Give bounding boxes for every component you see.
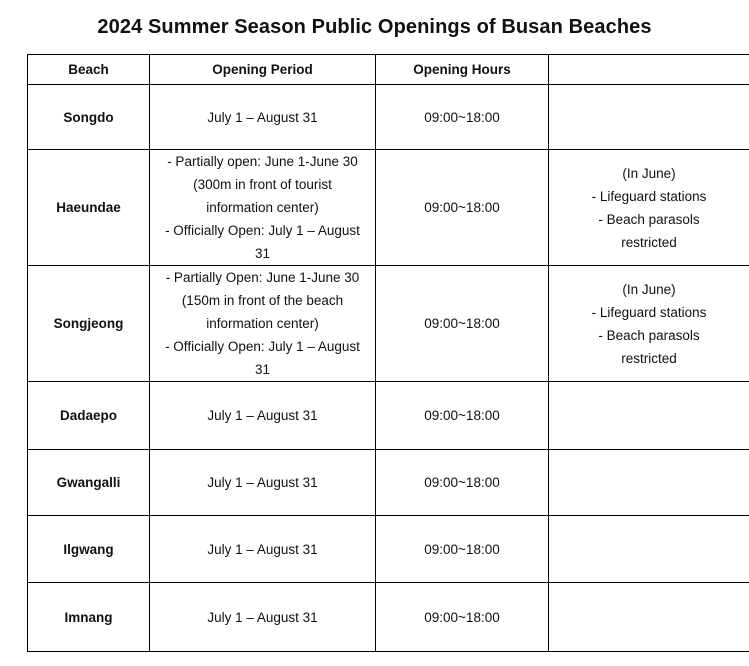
- beach-name: Songjeong: [28, 266, 150, 382]
- opening-hours: 09:00~18:00: [376, 583, 549, 652]
- notes-line: restricted: [621, 234, 677, 250]
- opening-period-line: - Partially open: June 1-June 30: [167, 154, 358, 169]
- table-row: [28, 583, 749, 652]
- opening-hours: 09:00~18:00: [376, 150, 549, 266]
- opening-period-line: - Officially Open: July 1 – August: [165, 339, 360, 354]
- notes-line: - Lifeguard stations: [591, 304, 707, 320]
- header-beach: Beach: [28, 55, 150, 85]
- opening-hours: 09:00~18:00: [376, 266, 549, 382]
- table-row: [28, 516, 749, 583]
- table-row: [28, 266, 749, 382]
- opening-period-line: July 1 – August 31: [207, 541, 318, 557]
- notes: [549, 150, 749, 266]
- notes: [549, 516, 749, 583]
- opening-period-line: July 1 – August 31: [207, 475, 318, 490]
- notes-line: - Lifeguard stations: [591, 188, 707, 204]
- opening-period: [150, 382, 376, 450]
- table-row: [28, 85, 749, 150]
- opening-period-line: July 1 – August 31: [207, 609, 318, 625]
- opening-hours: 09:00~18:00: [376, 85, 549, 150]
- notes: [549, 85, 749, 150]
- opening-period: [150, 150, 376, 266]
- opening-period-line: 31: [254, 246, 271, 261]
- beach-openings-table: [27, 54, 749, 652]
- opening-period-line: - Officially Open: July 1 – August: [165, 223, 360, 238]
- opening-hours: 09:00~18:00: [376, 382, 549, 450]
- notes: [549, 382, 749, 450]
- notes: [549, 583, 749, 652]
- table-row: [28, 450, 749, 516]
- opening-period-line: July 1 – August 31: [207, 109, 318, 125]
- page-title: 2024 Summer Season Public Openings of Busan Beaches: [97, 16, 652, 38]
- opening-period-line: information center): [206, 316, 319, 331]
- table-header-row: [28, 55, 749, 85]
- opening-period-line: 31: [254, 362, 271, 377]
- header-opening-hours: Opening Hours: [376, 55, 549, 85]
- beach-name: Dadaepo: [28, 382, 150, 450]
- opening-period: [150, 583, 376, 652]
- opening-period-line: (300m in front of tourist: [193, 177, 332, 192]
- notes: [549, 450, 749, 516]
- notes-line: - Beach parasols: [598, 211, 700, 227]
- header-notes: [549, 55, 749, 85]
- notes-line: (In June): [622, 281, 676, 297]
- table-row: [28, 150, 749, 266]
- opening-hours: 09:00~18:00: [376, 450, 549, 516]
- beach-name: Gwangalli: [28, 450, 150, 516]
- beach-name: Imnang: [28, 583, 150, 652]
- opening-period: [150, 266, 376, 382]
- table-row: [28, 382, 749, 450]
- opening-period: [150, 450, 376, 516]
- notes-line: - Beach parasols: [598, 327, 700, 343]
- notes-line: (In June): [622, 165, 676, 181]
- header-opening-period: Opening Period: [150, 55, 376, 85]
- beach-name: Haeundae: [28, 150, 150, 266]
- notes: [549, 266, 749, 382]
- opening-period: [150, 516, 376, 583]
- opening-period-line: - Partially Open: June 1-June 30: [165, 270, 360, 285]
- opening-hours: 09:00~18:00: [376, 516, 549, 583]
- opening-period-line: July 1 – August 31: [207, 408, 318, 423]
- notes-line: restricted: [621, 350, 677, 366]
- opening-period-line: information center): [206, 200, 319, 215]
- opening-period-line: (150m in front of the beach: [181, 293, 344, 308]
- opening-period: [150, 85, 376, 150]
- beach-name: Ilgwang: [28, 516, 150, 583]
- beach-name: Songdo: [28, 85, 150, 150]
